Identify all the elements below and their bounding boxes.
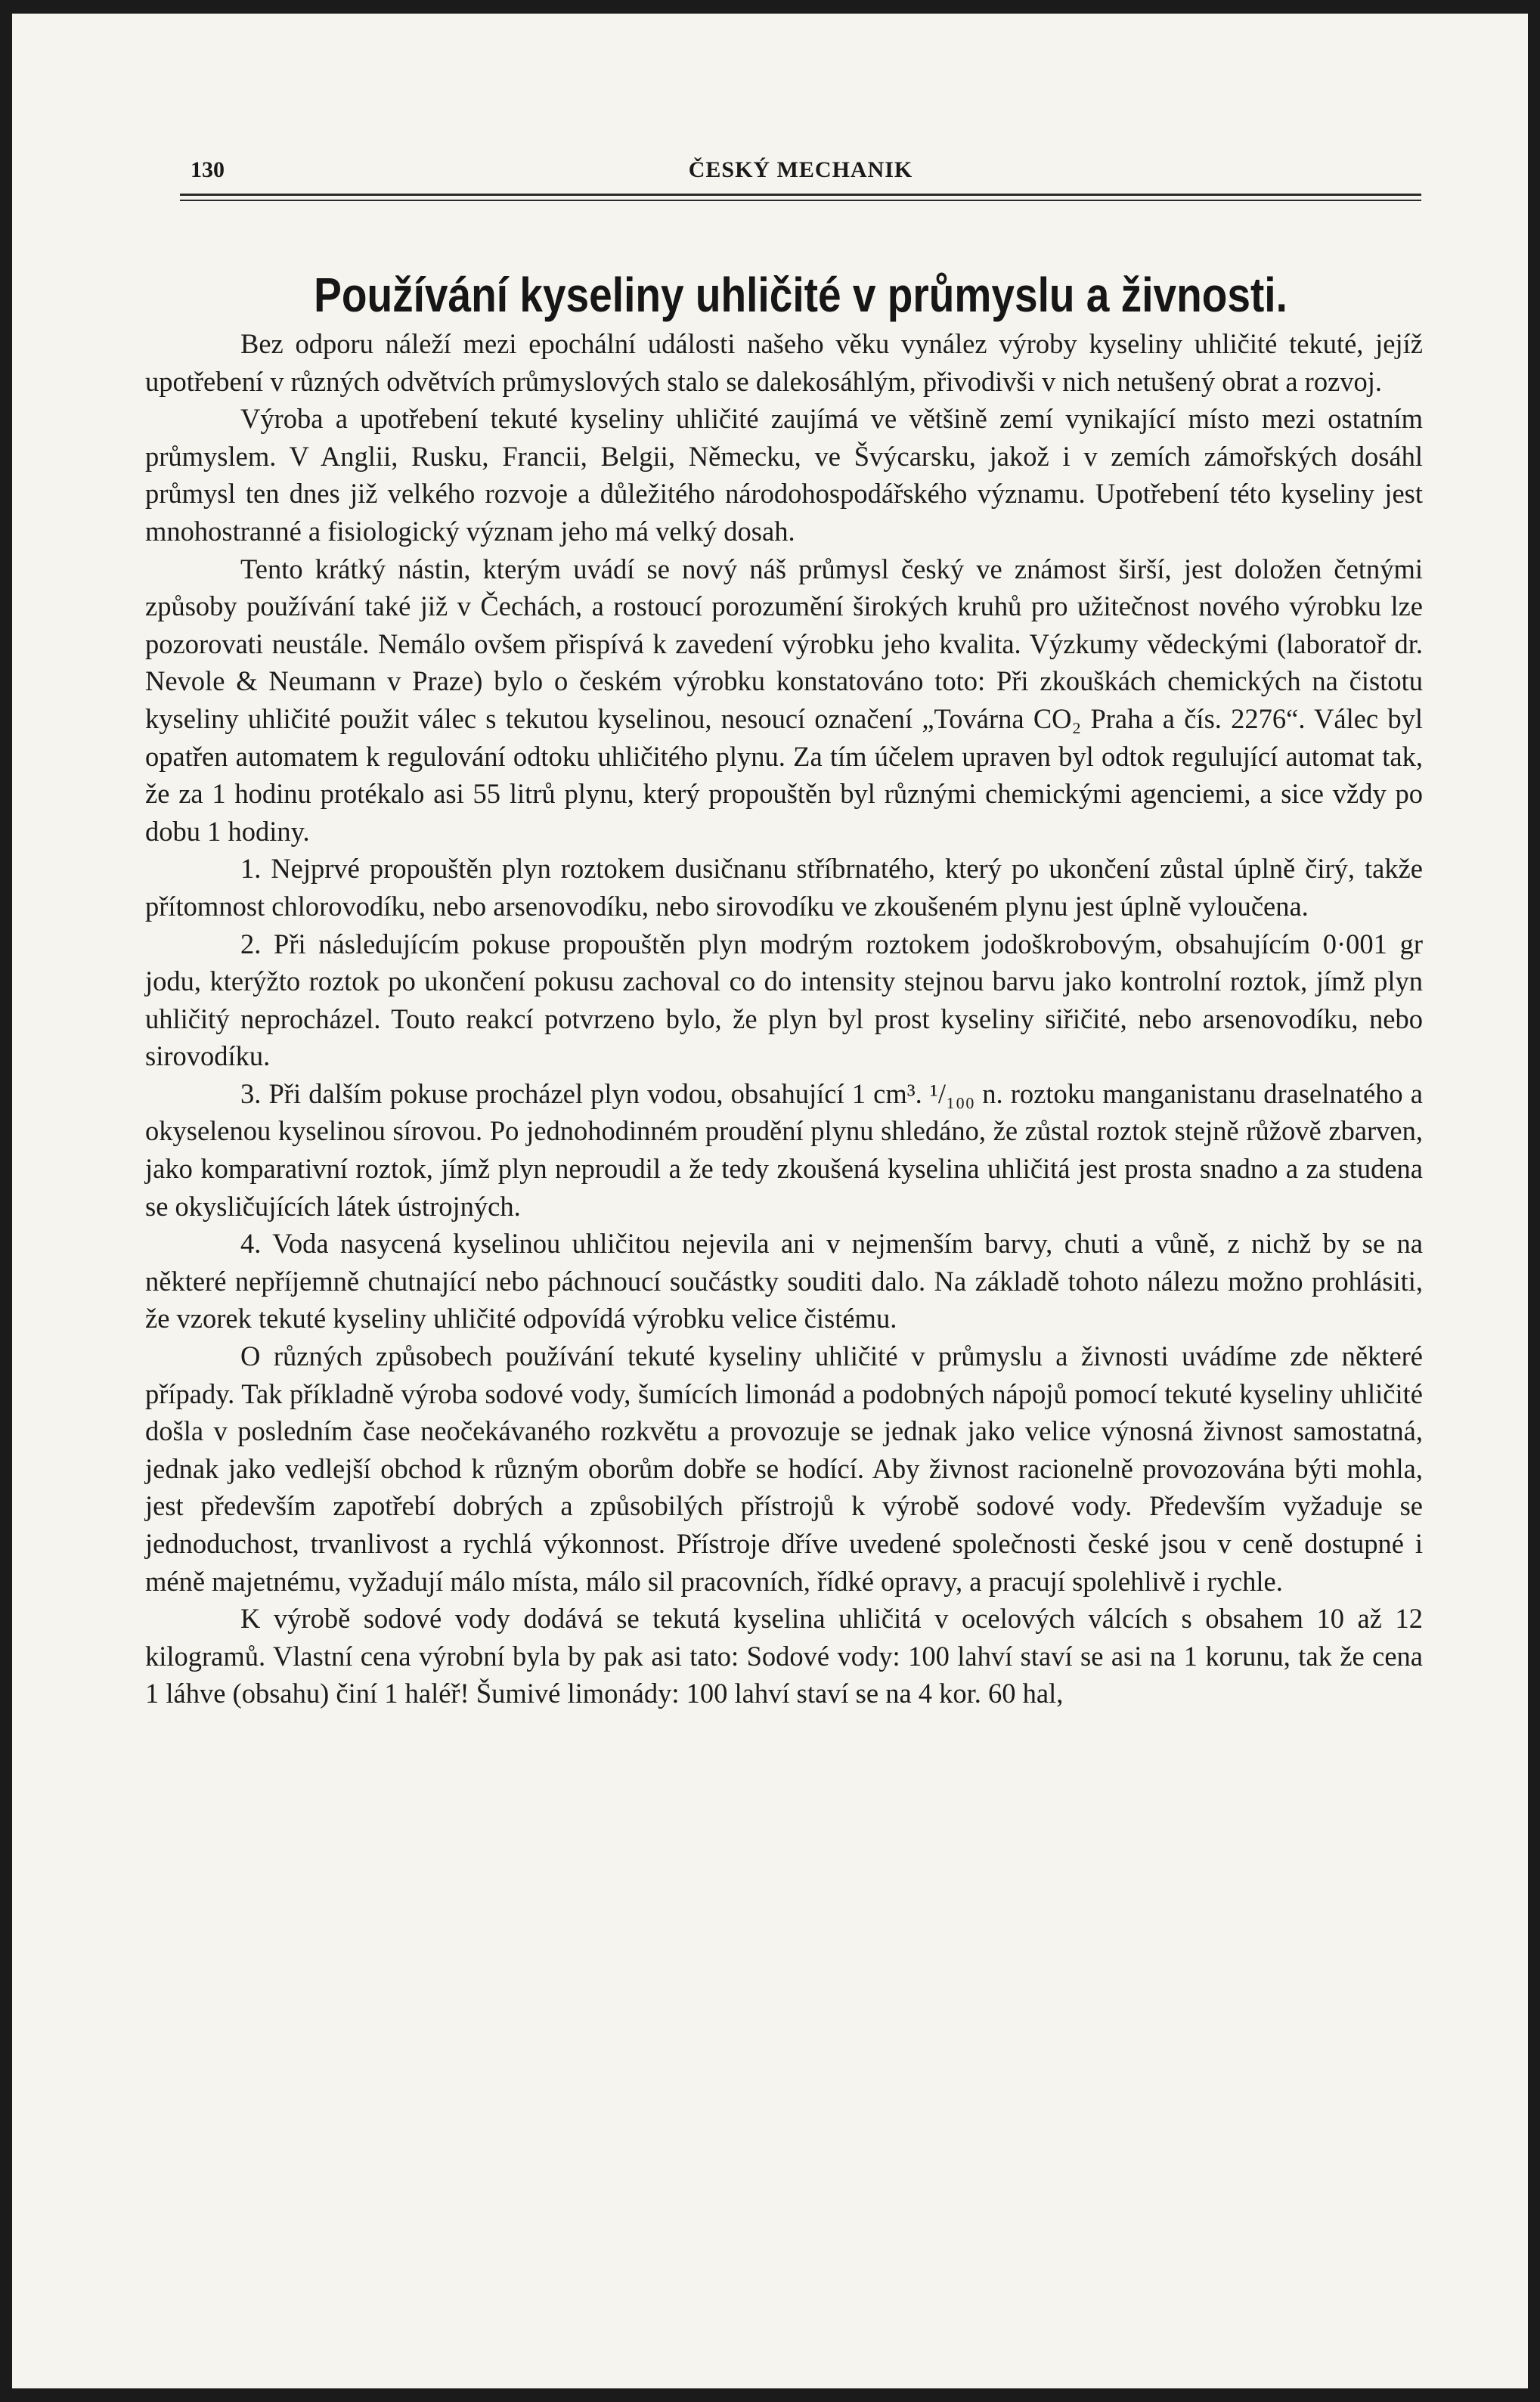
page-header bbox=[180, 141, 1421, 186]
paragraph-test-1: 1. Nejprvé propouštěn plyn roztokem dusičnanu stříbrnatého, který po ukončení zůstal úplně čirý, takže přítomnost chlorovodíku, nebo arsenovodíku, nebo sirovodíku ve zkoušeném plynu jest úplně vyloučena. bbox=[145, 853, 1423, 922]
paragraph-test-2: 2. Při následujícím pokuse propouštěn plyn modrým roztokem jodoškrobovým, obsahujícím 0·001 gr jodu, kterýžto roztok po ukončení pokusu zachoval co do intensity stejnou barvu jako kontrolní roztok, jímž plyn uhličitý neprocházel. Touto reakcí potvrzeno bylo, že plyn byl prost kyseliny siřičité, nebo arsenovodíku, nebo sirovodíku. bbox=[145, 928, 1423, 1072]
article-body bbox=[145, 325, 1423, 1712]
article-title: Používání kyseliny uhličité v průmyslu a živnosti. bbox=[314, 267, 1287, 322]
running-title: ČESKÝ MECHANIK bbox=[688, 157, 913, 182]
header-rule-thick bbox=[180, 194, 1421, 196]
paragraph-test-4: 4. Voda nasycená kyselinou uhličitou nejevila ani v nejmenším barvy, chuti a vůně, z nichž by se na některé nepříjemně chutnající nebo páchnoucí součástky souditi dalo. Na základě tohoto nálezu možno prohlásiti, že vzorek tekuté kyseliny uhličité odpovídá výrobku velice čistému. bbox=[145, 1228, 1423, 1334]
document-page bbox=[12, 14, 1528, 2388]
paragraph-uses: O různých způsobech používání tekuté kyseliny uhličité v průmyslu a živnosti uvádíme zde některé případy. Tak příkladně výroba sodové vody, šumících limonád a podobných nápojů pomocí tekuté kyseliny uhličité došla v posledním čase neočekávaného rozkvětu a provozuje se jednak jako velice výnosná živnost samostatná, jednak jako vedlejší obchod k různým oborům dobře se hodící. Aby živnost racionelně provozována býti mohla, jest především zapotřebí dobrých a způsobilých přístrojů k výrobě sodové vody. Především vyžaduje se jednoduchost, trvanlivost a rychlá výkonnost. Přístroje dříve uvedené společnosti české jsou v ceně dostupné i méně majetnému, vyžadují málo místa, málo sil pracovních, řídké opravy, a pracují spolehlivě i rychle. bbox=[145, 1340, 1423, 1597]
header-rule-thin bbox=[180, 200, 1421, 201]
paragraph-intro: Bez odporu náleží mezi epochální události našeho věku vynález výroby kyseliny uhličité tekuté, jejíž upotřebení v různých odvětvích průmyslových stalo se dalekosáhlým, přivodivši v nich netušený obrat a rozvoj. bbox=[145, 328, 1423, 397]
paragraph-test-3: 3. Při dalším pokuse procházel plyn vodou, obsahující 1 cm³. ¹/₁₀₀ n. roztoku manganistanu draselnatého a okyselenou kyselinou sírovou. Po jednohodinném proudění plynu shledáno, že zůstal roztok stejně růžově zbarven, jako komparativní roztok, jímž plyn neproudil a že tedy zkoušená kyselina uhličitá jest prosta snadno a za studena se okysličujících látek ústrojných. bbox=[145, 1077, 1423, 1222]
paragraph-costs: K výrobě sodové vody dodává se tekutá kyselina uhličitá v ocelových válcích s obsahem 10 až 12 kilogramů. Vlastní cena výrobní byla by pak asi tato: Sodové vody: 100 lahví staví se asi na 1 korunu, tak že cena 1 láhve (obsahu) činí 1 haléř! Šumivé limonády: 100 lahví staví se na 4 kor. 60 hal, bbox=[145, 1603, 1423, 1709]
paragraph-testing: Tento krátký nástin, kterým uvádí se nový náš průmysl český ve známost širší, jest doložen četnými způsoby používání také již v Čechách, a rostoucí porozumění širokých kruhů pro užitečnost nového výrobku lze pozorovati neustále. Nemálo ovšem přispívá k zavedení výrobku jeho kvalita. Výzkumy vědeckými (laboratoř dr. Nevole & Neumann v Praze) bylo o českém výrobku konstatováno toto: Při zkouškách chemických na čistotu kyseliny uhličité použit válec s tekutou kyselinou, nesoucí označení „Továrna CO₂ Praha a čís. 2276“. Válec byl opatřen automatem k regulování odtoku uhličitého plynu. Za tím účelem upraven byl odtok regulující automat tak, že za 1 hodinu protékalo asi 55 litrů plynu, který propouštěn byl různými chemickými agenciemi, a sice vždy po dobu 1 hodiny. bbox=[145, 553, 1423, 847]
paragraph-production: Výroba a upotřebení tekuté kyseliny uhličité zaujímá ve většině zemí vynikající místo mezi ostatním průmyslem. V Anglii, Rusku, Francii, Belgii, Německu, ve Švýcarsku, jakož i v zemích zámořských dosáhl průmysl ten dnes již velkého rozvoje a důležitého národohospodářského významu. Upotřebení této kyseliny jest mnohostranné a fisiologický význam jeho má velký dosah. bbox=[145, 403, 1423, 547]
page-number: 130 bbox=[191, 157, 225, 182]
